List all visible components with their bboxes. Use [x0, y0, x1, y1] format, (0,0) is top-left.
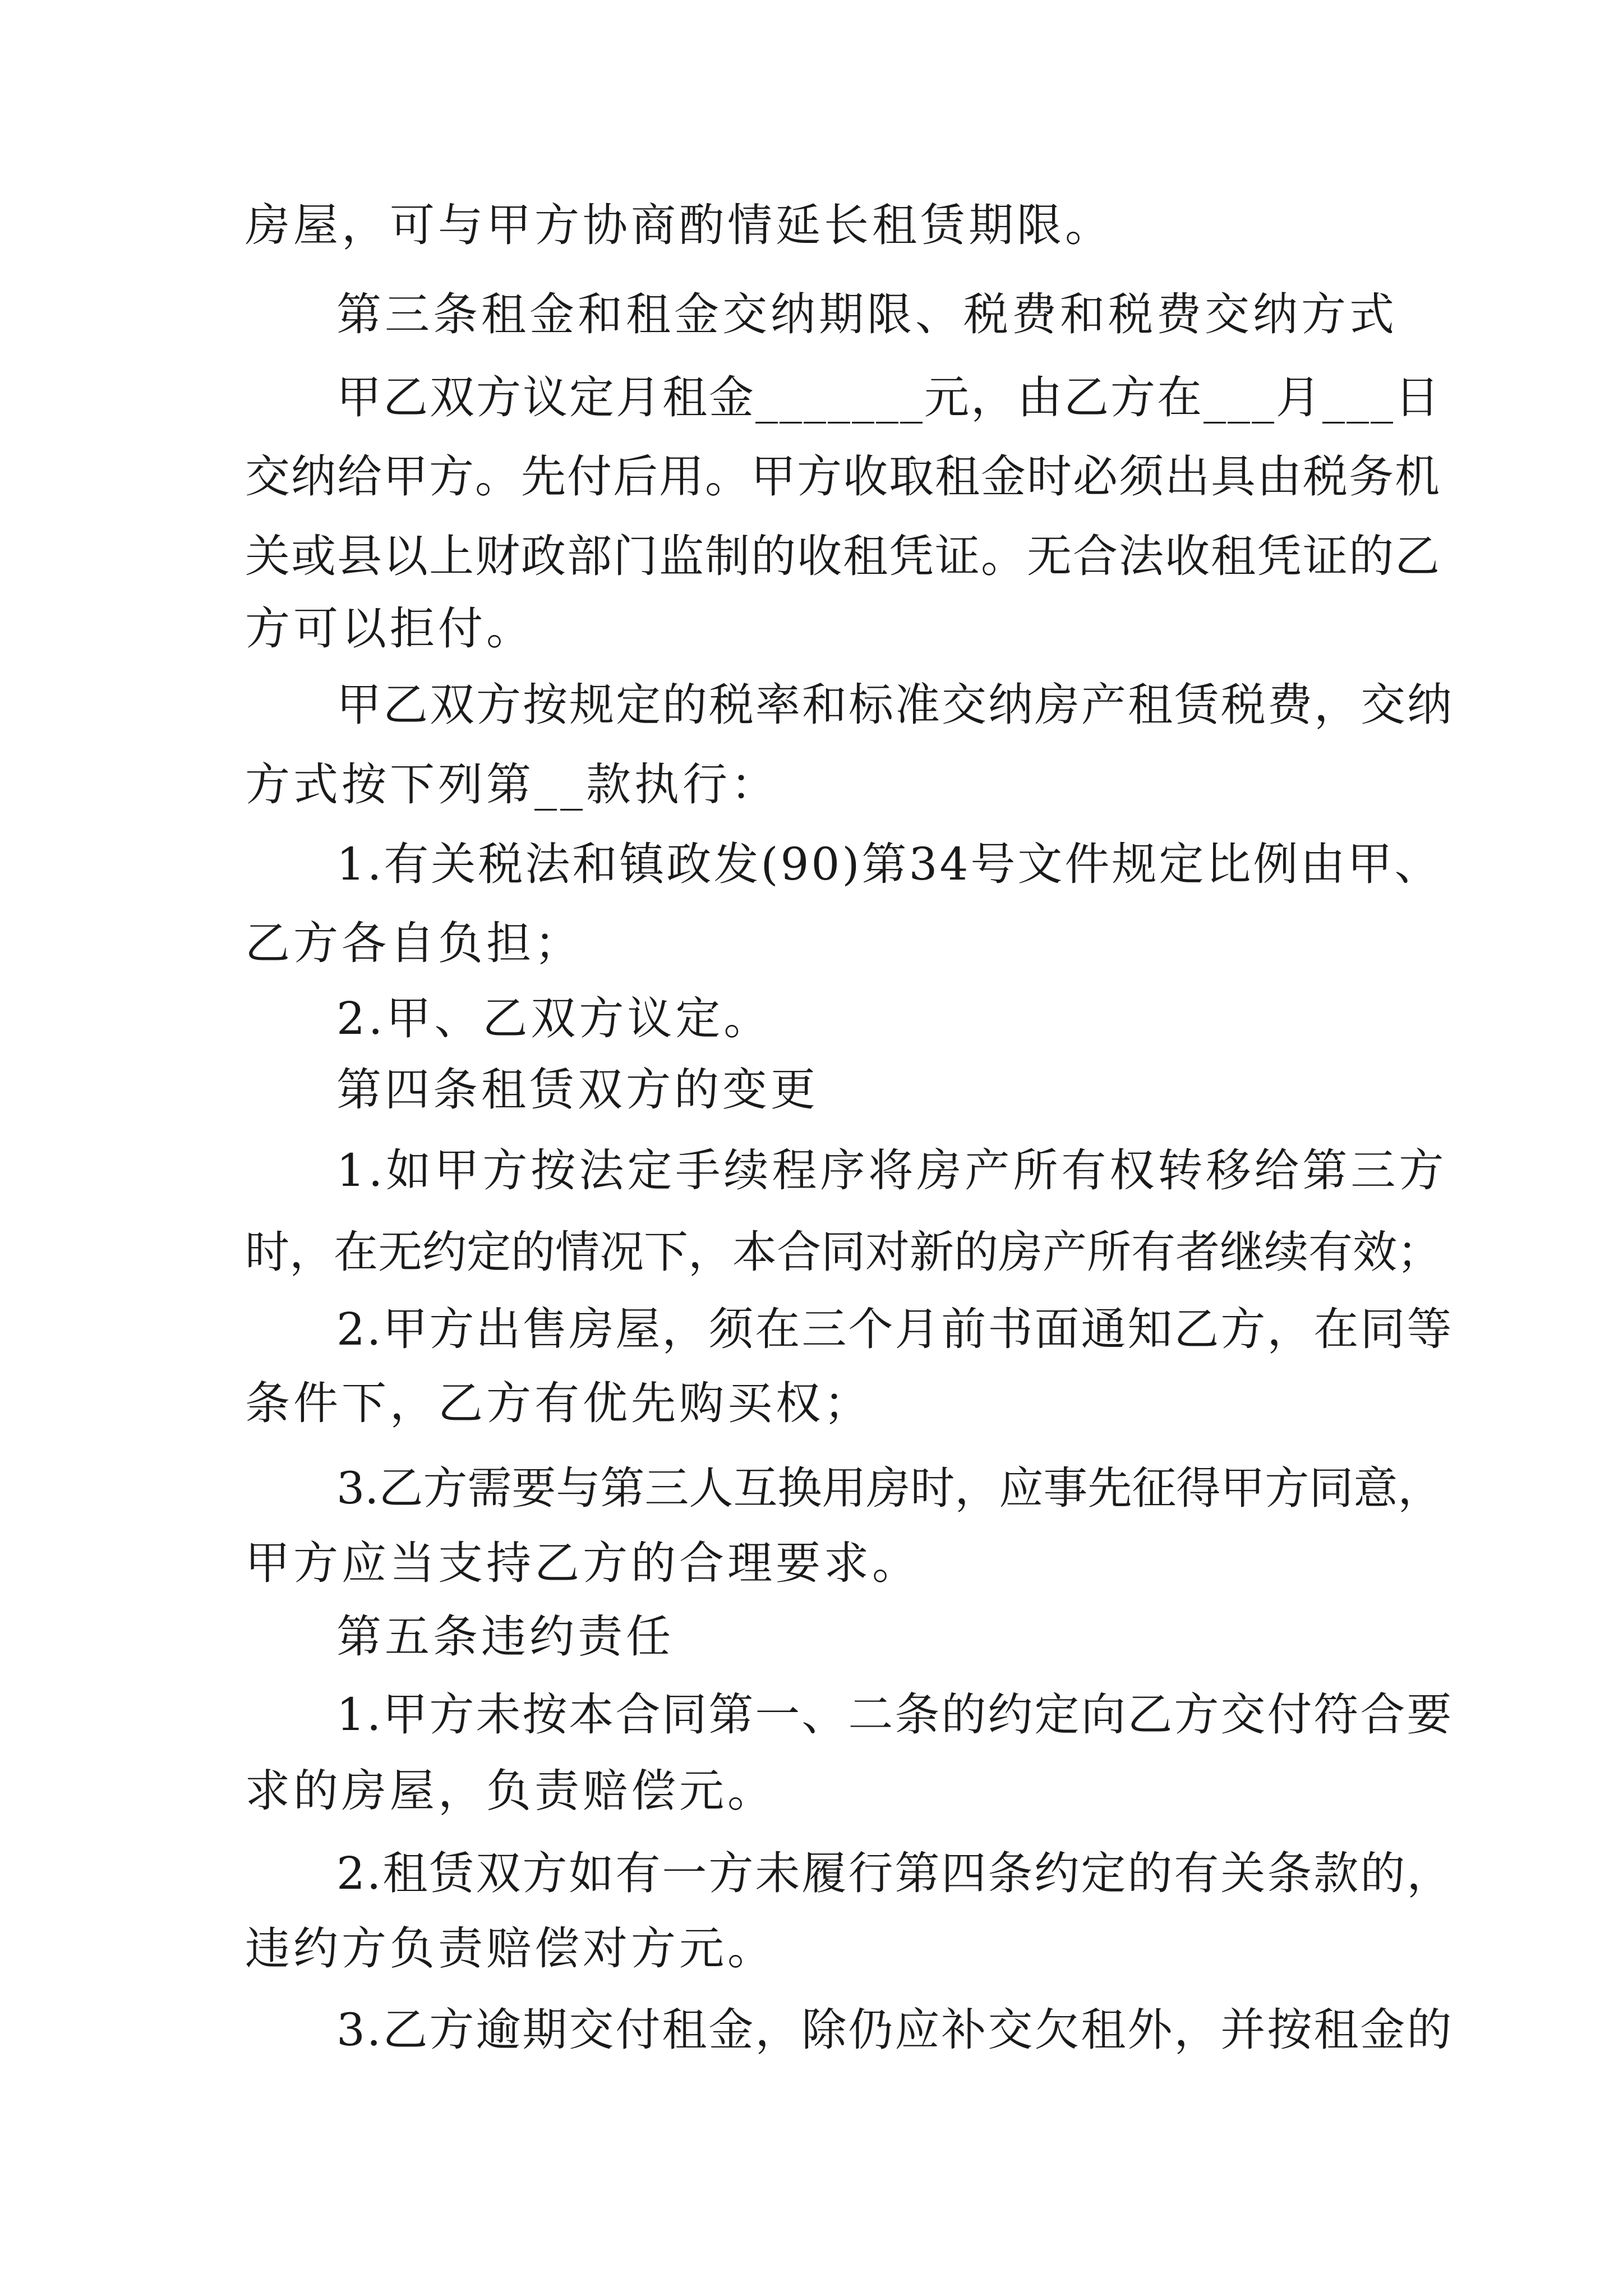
- text-line: 方可以拒付。: [245, 602, 534, 655]
- text-line: 方式按下列第__款执行：: [245, 758, 779, 811]
- text-line: 甲方应当支持乙方的合理要求。: [245, 1537, 920, 1589]
- list-item: 1.如甲方按法定手续程序将房产所有权转移给第三方: [336, 1144, 1447, 1197]
- list-item: 2.租赁双方如有一方未履行第四条约定的有关条款的，: [336, 1847, 1454, 1899]
- section-heading: 第五条违约责任: [336, 1611, 674, 1663]
- list-item: 2.甲方出售房屋，须在三个月前书面通知乙方，在同等: [336, 1303, 1454, 1355]
- list-item: 3.乙方逾期交付租金，除仍应补交欠租外，并按租金的: [336, 2004, 1454, 2056]
- text-line: 时，在无约定的情况下，本合同对新的房产所有者继续有效；: [245, 1226, 1441, 1278]
- text-line: 乙方各自负担；: [245, 917, 583, 969]
- list-item: 1.甲方未按本合同第一、二条的约定向乙方交付符合要: [336, 1688, 1454, 1741]
- text-line: 甲乙双方议定月租金_______元，由乙方在___月___日: [336, 371, 1441, 424]
- text-line: 交纳给甲方。先付后用。甲方收取租金时必须出具由税务机: [245, 450, 1441, 503]
- list-item: 2.甲、乙双方议定。: [336, 992, 772, 1045]
- text-line: 条件下，乙方有优先购买权；: [245, 1377, 872, 1429]
- text-line: 求的房屋，负责赔偿元。: [245, 1765, 776, 1817]
- list-item: 3.乙方需要与第三人互换用房时，应事先征得甲方同意，: [336, 1462, 1442, 1514]
- list-item: 1.有关税法和镇政发(90)第34号文件规定比例由甲、: [336, 838, 1442, 890]
- text-line: 甲乙双方按规定的税率和标准交纳房产租赁税费，交纳: [336, 679, 1454, 731]
- text-line: 房屋，可与甲方协商酌情延长租赁期限。: [245, 199, 1113, 251]
- section-heading: 第四条租赁双方的变更: [336, 1064, 819, 1116]
- text-line: 关或县以上财政部门监制的收租凭证。无合法收租凭证的乙: [245, 530, 1441, 582]
- text-line: 违约方负责赔偿对方元。: [245, 1922, 776, 1975]
- section-heading: 第三条租金和租金交纳期限、税费和税费交纳方式: [336, 288, 1398, 341]
